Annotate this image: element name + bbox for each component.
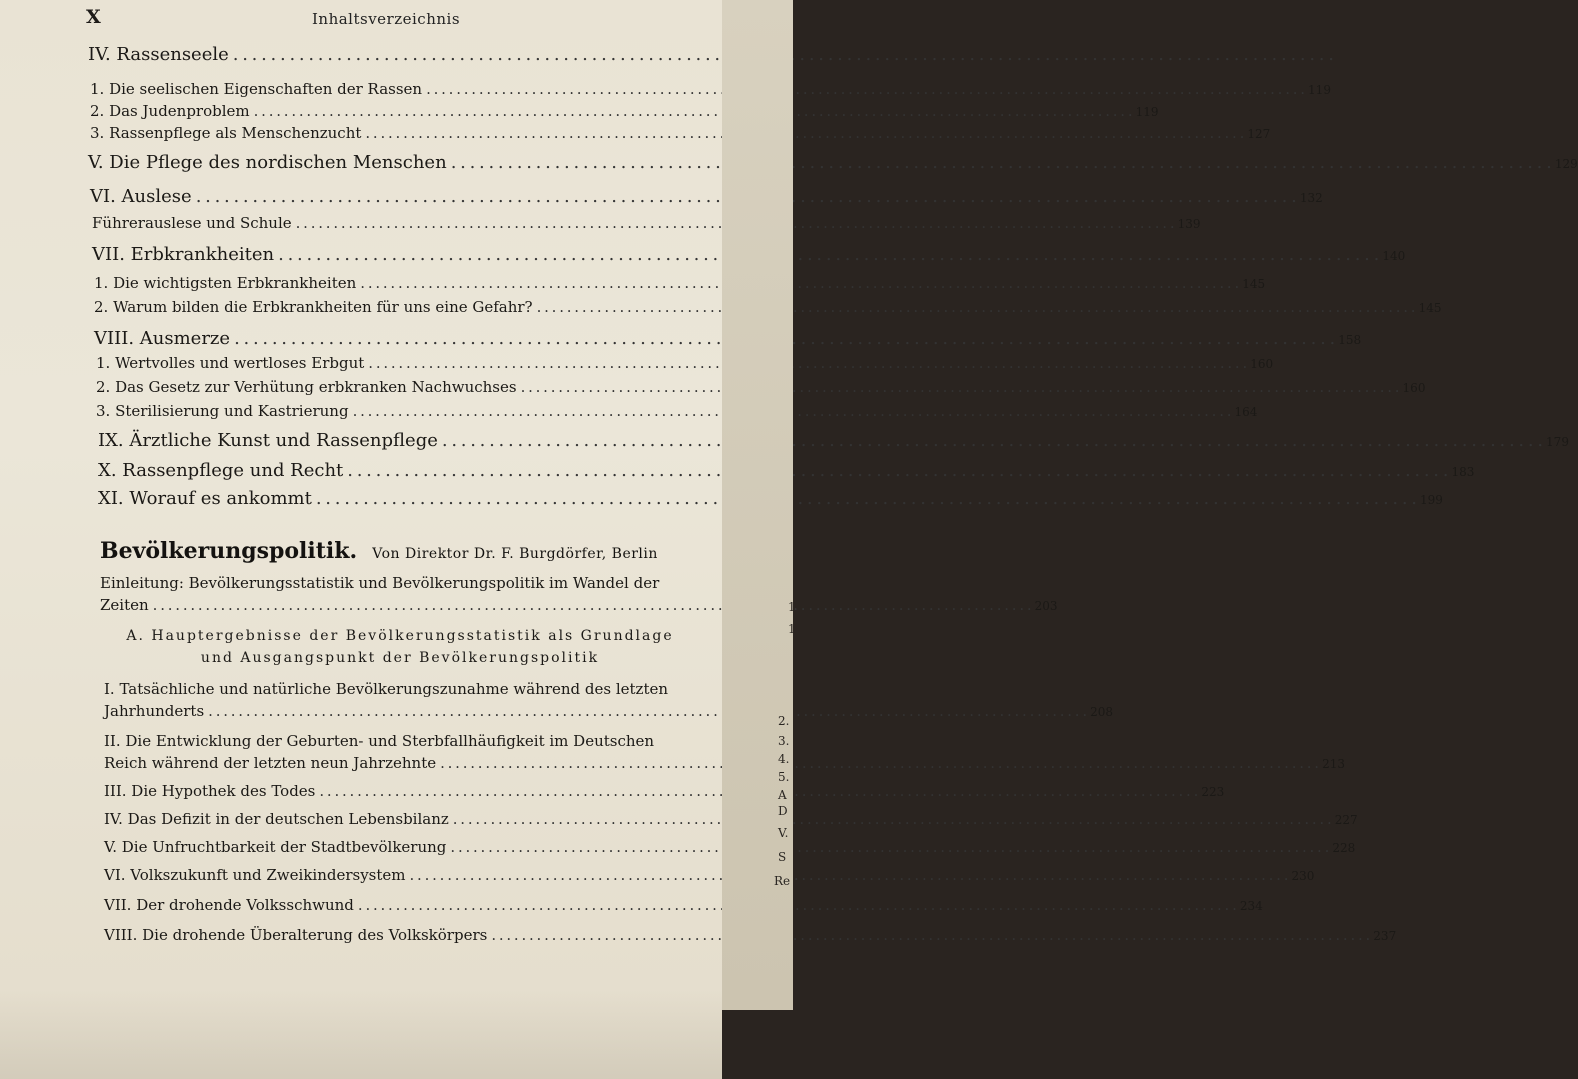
- toc-entry: Zeiten . . . 203: [100, 596, 684, 614]
- toc-entry: VI. Volkszukunft und Zweikindersystem . . . 230: [104, 866, 674, 884]
- toc-entry: VII. Erbkrankheiten . . . 140: [92, 244, 693, 265]
- toc-entry: 1. Wertvolles und wertloses Erbgut . . . 160: [96, 354, 690, 372]
- fragment: D: [778, 804, 788, 818]
- fragment: S: [778, 850, 787, 864]
- fragment: 5.: [778, 770, 790, 784]
- intro-line: Einleitung: Bevölkerungsstatistik und Bevölkerungspolitik im Wandel der: [100, 574, 660, 592]
- toc-entry-line: II. Die Entwicklung der Geburten- und Sterbfallhäufigkeit im Deutschen: [104, 732, 655, 750]
- toc-entry: VIII. Die drohende Überalterung des Volkskörpers . . . 237: [104, 926, 674, 944]
- toc-entry: IX. Ärztliche Kunst und Rassenpflege . . . 179: [98, 430, 688, 451]
- toc-entry: VII. Der drohende Volksschwund . . . 234: [104, 896, 674, 914]
- toc-entry: VI. Auslese . . . 132: [90, 186, 693, 207]
- toc-entry: V. Die Unfruchtbarkeit der Stadtbevölkerung . . . 228: [104, 838, 674, 856]
- toc-entry: 3. Rassenpflege als Menschenzucht . . . 127: [90, 124, 695, 142]
- toc-entry: Führerauslese und Schule . . . 139: [92, 214, 693, 232]
- toc-entry: 2. Warum bilden die Erbkrankheiten für uns eine Gefahr? . . . 145: [94, 298, 692, 316]
- toc-entry: IV. Das Defizit in der deutschen Lebensbilanz . . . 227: [104, 810, 676, 828]
- section-heading: [100, 538, 658, 564]
- toc-entry: XI. Worauf es ankommt . . . 199: [98, 488, 688, 509]
- fragment: A: [778, 788, 787, 802]
- fragment: 3.: [778, 734, 790, 748]
- toc-entry: 2. Das Gesetz zur Verhütung erbkranken Nachwuchses . . . 160: [96, 378, 690, 396]
- running-title: Inhaltsverzeichnis: [311, 10, 461, 28]
- fragment: 1: [788, 622, 796, 636]
- section-title: Bevölkerungspolitik.: [100, 538, 358, 564]
- fragment: 1: [788, 600, 796, 614]
- fragment: 2.: [778, 714, 790, 728]
- toc-entry: Jahrhunderts . . . 208: [104, 702, 678, 720]
- section-author: Von Direktor Dr. F. Burgdörfer, Berlin: [372, 546, 658, 562]
- adjacent-page: [722, 0, 796, 1010]
- toc-entry: X. Rassenpflege und Recht . . . 183: [98, 460, 688, 481]
- toc-entry: V. Die Pflege des nordischen Menschen . . . 129: [88, 152, 695, 173]
- toc-entry: 3. Sterilisierung und Kastrierung . . . 164: [96, 402, 688, 420]
- fragment: V.: [778, 826, 789, 840]
- subheading-line: A. Hauptergebnisse der Bevölkerungsstatistik als Grundlage: [126, 628, 674, 644]
- page-header: [86, 6, 686, 32]
- toc-entry-line: I. Tatsächliche und natürliche Bevölkerungszunahme während des letzten: [104, 680, 669, 698]
- page-number: X: [86, 6, 101, 28]
- toc-entry: 1. Die seelischen Eigenschaften der Rassen . . . 119: [90, 80, 695, 98]
- toc-entry: IV. Rassenseele . . .: [88, 44, 692, 65]
- toc-entry: Reich während der letzten neun Jahrzehnte . . . 213: [104, 754, 678, 772]
- toc-entry: III. Die Hypothek des Todes . . . 223: [104, 782, 676, 800]
- fragment: Re: [774, 874, 791, 888]
- fragment: 4.: [778, 752, 790, 766]
- toc-entry: VIII. Ausmerze . . . 158: [94, 328, 690, 349]
- toc-entry: 2. Das Judenproblem . . . 119: [90, 102, 695, 120]
- toc-entry: 1. Die wichtigsten Erbkrankheiten . . . 145: [94, 274, 692, 292]
- subheading-line: und Ausgangspunkt der Bevölkerungspolitik: [200, 650, 600, 666]
- page-shadow: [0, 990, 722, 1079]
